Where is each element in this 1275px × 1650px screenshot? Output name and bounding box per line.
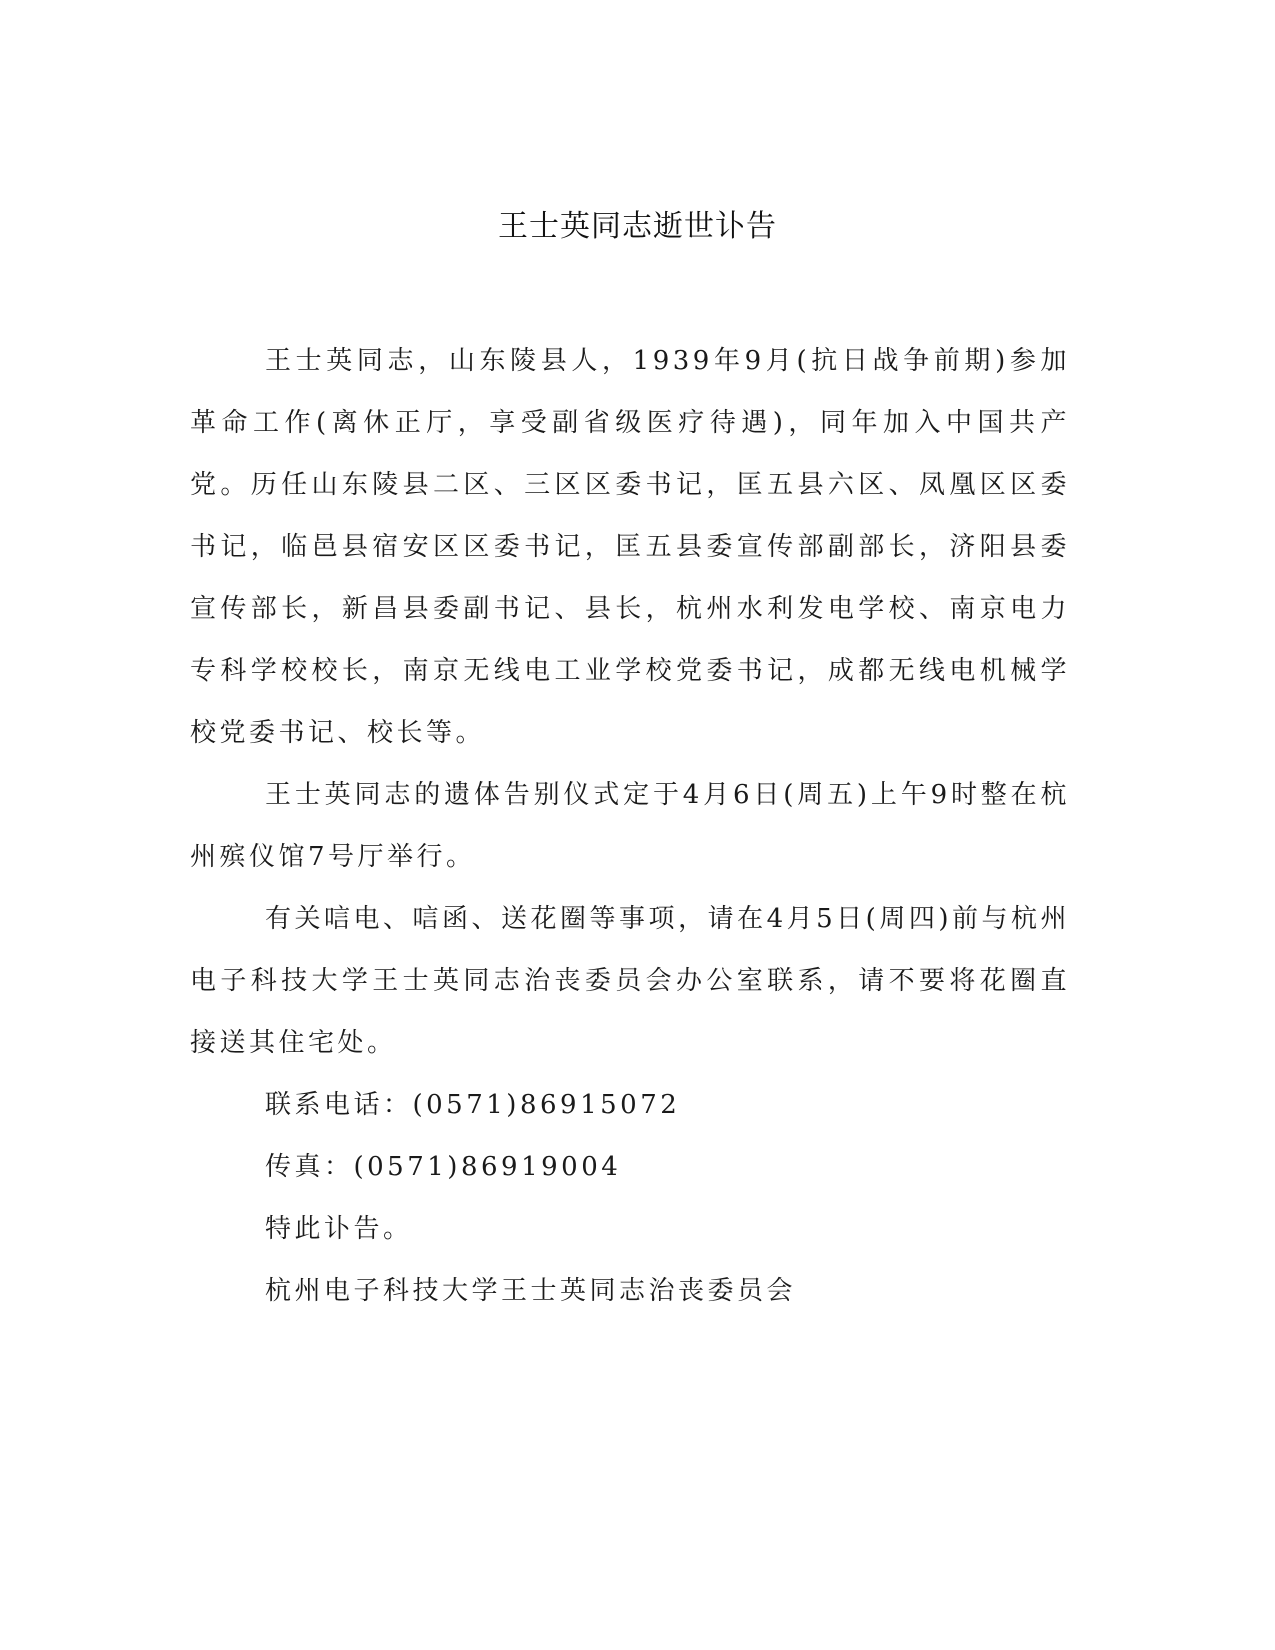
condolence-arrangements-paragraph: 有关唁电、唁函、送花圈等事项，请在4月5日(周四)前与杭州电子科技大学王士英同志治丧委员会办公室联系，请不要将花圈直接送其住宅处。: [190, 904, 1070, 1058]
document-title: 王士英同志逝世讣告: [498, 209, 777, 244]
biography-paragraph: 王士英同志，山东陵县人，1939年9月(抗日战争前期)参加革命工作(离休正厅，享受副省级医疗待遇)，同年加入中国共产党。历任山东陵县二区、三区区委书记，匡五县六区、凤凰区区委书记，临邑县宿安区区委书记，匡五县委宣传部副部长，济阳县委宣传部长，新昌县委副书记、县长，杭州水利发电学校、南京电力专科学校校长，南京无线电工业学校党委书记，成都无线电机械学校党委书记、校长等。: [190, 346, 1070, 748]
document-body: [190, 330, 1070, 1322]
fax-number: 传真：(0571)86919004: [265, 1152, 622, 1182]
signature-committee: 杭州电子科技大学王士英同志治丧委员会: [265, 1276, 797, 1306]
contact-phone: 联系电话：(0571)86915072: [265, 1090, 681, 1120]
closing-statement: 特此讣告。: [265, 1214, 413, 1244]
farewell-ceremony-paragraph: 王士英同志的遗体告别仪式定于4月6日(周五)上午9时整在杭州殡仪馆7号厅举行。: [190, 780, 1070, 872]
